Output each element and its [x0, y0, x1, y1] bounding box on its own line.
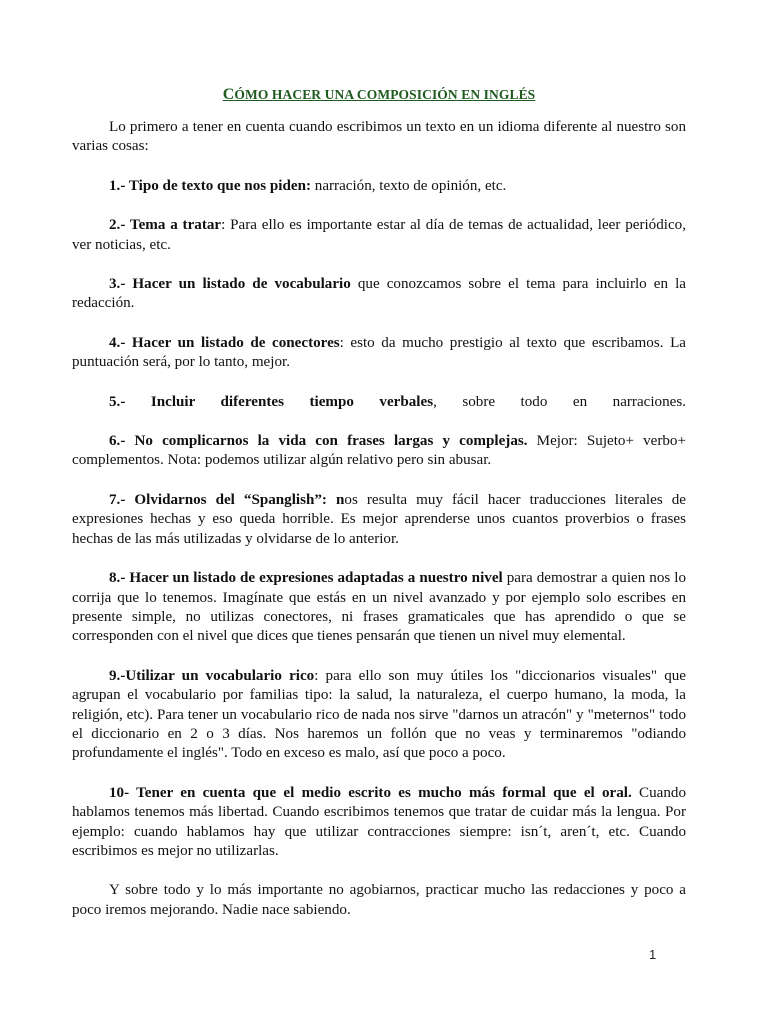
list-item — [72, 667, 686, 764]
item-heading: 9.-Utilizar un vocabulario rico — [109, 667, 315, 684]
document-page — [72, 86, 686, 986]
list-item — [72, 491, 686, 549]
list-item — [72, 784, 686, 862]
item-text: , sobre todo en narraciones. — [433, 393, 686, 410]
list-item — [72, 334, 686, 373]
list-item — [72, 216, 686, 255]
list-item — [72, 569, 686, 647]
item-text: Mejor: Sujeto+ verbo+ complementos. Nota: podemos utilizar algún relativo pero sin abusar. — [72, 433, 686, 469]
item-heading: 10- Tener en cuenta que el medio escrito es mucho más formal que el oral. — [109, 784, 632, 801]
list-item — [72, 432, 686, 471]
list-item — [72, 177, 686, 196]
list-item — [72, 393, 686, 412]
intro-paragraph: Lo primero a tener en cuenta cuando escribimos un texto en un idioma diferente al nuestro son varias cosas: — [72, 119, 686, 155]
item-text: narración, texto de opinión, etc. — [311, 177, 507, 194]
item-text: para demostrar a quien nos lo corrija que lo tenemos. Imagínate que estás en un nivel avanzado y por ejemplo solo escribes en presente simple, no utilizas conectores, ni frases gramaticales que has aprendido o que se corresponden con el nivel que dices que tienes pensarán que tienen un nivel muy elemental. — [72, 570, 687, 645]
item-heading: 1.- Tipo de texto que nos piden: — [109, 177, 311, 194]
closing-paragraph: Y sobre todo y lo más importante no agobiarnos, practicar mucho las redacciones y poco a poco iremos mejorando. Nadie nace sabiendo. — [72, 882, 686, 918]
item-text: : para ello son muy útiles los "diccionarios visuales" que agrupan el vocabulario por familias tipo: la salud, la naturaleza, el cuerpo humano, la moda, la religión, etc). Para tener un vocabulario rico de nada nos sirve "darnos un atracón" y "meternos" todo el diccionario en 2 o 3 días. Nos haremos un follón que no veas y terminaremos "odiando profundamente el inglés". Todo en exceso es malo, así que poco a poco. — [72, 667, 686, 762]
item-text: os resulta muy fácil hacer traducciones literales de expresiones hechas y eso queda horrible. Es mejor aprenderse unos cuantos proverbios o frases hechas de las más utilizadas y olvidarse de lo anterior. — [72, 491, 686, 547]
item-text: : esto da mucho prestigio al texto que escribamos. La puntuación será, por lo tanto, mejor. — [72, 334, 686, 371]
item-heading: 3.- Hacer un listado de vocabulario — [109, 276, 351, 293]
item-heading: 6.- No complicarnos la vida con frases largas y complejas. — [109, 433, 528, 450]
item-heading: 2.- Tema a tratar — [109, 217, 222, 234]
item-heading: 5.- Incluir diferentes tiempo verbales — [109, 393, 434, 410]
title-first-letter: C — [222, 86, 235, 103]
item-heading: 4.- Hacer un listado de conectores — [109, 334, 340, 351]
item-heading: 8.- Hacer un listado de expresiones adaptadas a nuestro nivel — [109, 570, 503, 587]
item-text: : Para ello es importante estar al día de temas de actualidad, leer periódico, ver noticias, etc. — [72, 217, 686, 253]
item-text: que conozcamos sobre el tema para incluirlo en la redacción. — [72, 276, 687, 312]
page-number: 1 — [649, 947, 657, 962]
title-rest: ÓMO HACER UNA COMPOSICIÓN EN INGLÉS — [234, 87, 536, 102]
document-title — [72, 86, 686, 104]
list-item — [72, 275, 686, 314]
item-heading: 7.- Olvidarnos del “Spanglish”: n — [109, 491, 345, 508]
item-text: Cuando hablamos tenemos más libertad. Cuando escribimos tenemos que tratar de cuidar más la lengua. Por ejemplo: cuando hablamos hay que utilizar contracciones siempre: isn´t, aren´t, etc. Cuando escribimos es mejor no utilizarlas. — [72, 784, 686, 859]
